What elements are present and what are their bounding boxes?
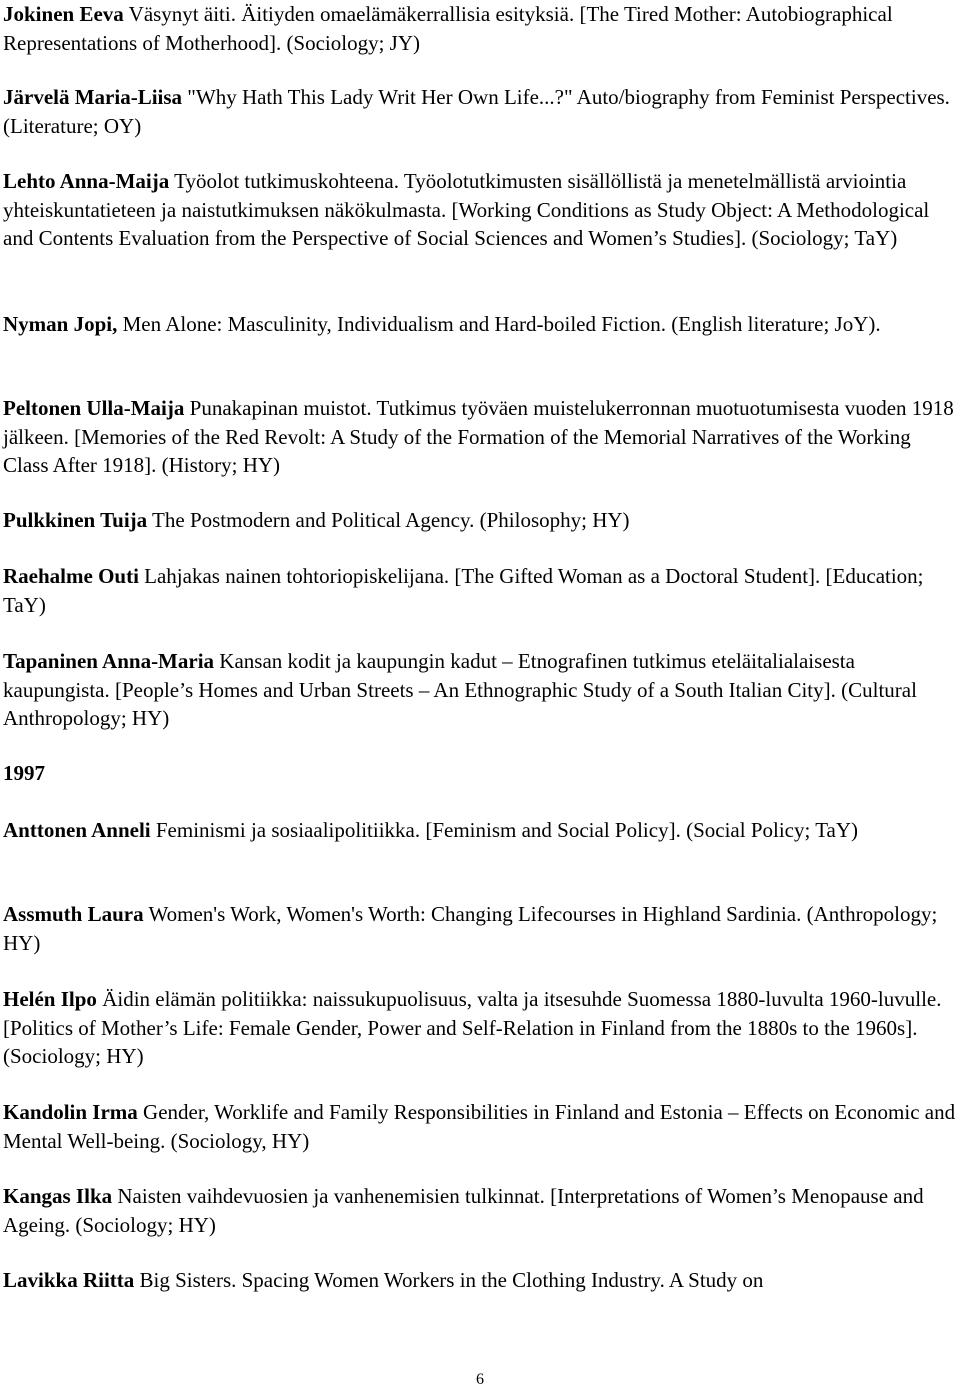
- bibliography-entry: [3, 562, 960, 619]
- entry-text: Työolot tutkimuskohteena. Työolotutkimusten sisällöllistä ja menetelmällistä arviointia yhteiskuntatieteen ja naistutkimuksen näkökulmasta. [Working Conditions as Study Object: A Methodological and Contents Evaluation from the Perspective of Social Sciences and Women’s Studies]. (Sociology; TaY): [3, 169, 930, 250]
- bibliography-entry: [3, 816, 960, 845]
- bibliography-entry: [3, 900, 960, 957]
- bibliography-entry: [3, 985, 960, 1071]
- entry-text: Gender, Worklife and Family Responsibilities in Finland and Estonia – Effects on Economic and Mental Well-being. (Sociology, HY): [3, 1100, 956, 1153]
- entry-text: Väsynyt äiti. Äitiyden omaelämäkerrallisia esityksiä. [The Tired Mother: Autobiographical Representations of Motherhood]. (Sociology; JY): [3, 2, 893, 55]
- entry-text: Lahjakas nainen tohtoriopiskelijana. [The Gifted Woman as a Doctoral Student]. [Education; TaY): [3, 564, 924, 617]
- entry-text: Äidin elämän politiikka: naissukupuolisuus, valta ja itsesuhde Suomessa 1880-luvulta 1960-luvulle. [Politics of Mother’s Life: Female Gender, Power and Self-Relation in Finland from the 1880s to the 1960s]. (Sociology; HY): [3, 987, 942, 1068]
- bibliography-entry: [3, 83, 960, 140]
- entry-author: Nyman Jopi,: [3, 312, 118, 336]
- bibliography-entry: [3, 1266, 960, 1295]
- year-heading: 1997: [3, 761, 45, 785]
- bibliography-entry: [3, 1182, 960, 1239]
- bibliography-entry: [3, 506, 960, 535]
- entry-text: Big Sisters. Spacing Women Workers in the Clothing Industry. A Study on: [134, 1268, 764, 1292]
- entry-author: Järvelä Maria-Liisa: [3, 85, 183, 109]
- entry-text: Kansan kodit ja kaupungin kadut – Etnografinen tutkimus eteläitalialaisesta kaupungista. [People’s Homes and Urban Streets – An Ethnographic Study of a South Italian City]. (Cultural Anthropology; HY): [3, 649, 917, 730]
- entry-author: Anttonen Anneli: [3, 818, 151, 842]
- entry-author: Jokinen Eeva: [3, 2, 124, 26]
- entry-author: Assmuth Laura: [3, 902, 144, 926]
- entry-author: Tapaninen Anna-Maria: [3, 649, 215, 673]
- entry-text: Naisten vaihdevuosien ja vanhenemisien tulkinnat. [Interpretations of Women’s Menopause and Ageing. (Sociology; HY): [3, 1184, 924, 1237]
- bibliography-entry: [3, 0, 960, 57]
- entry-author: Kangas Ilka: [3, 1184, 113, 1208]
- entry-author: Raehalme Outi: [3, 564, 139, 588]
- entry-author: Kandolin Irma: [3, 1100, 138, 1124]
- entry-text: Men Alone: Masculinity, Individualism and Hard-boiled Fiction. (English literature; JoY).: [117, 312, 881, 336]
- entry-text: The Postmodern and Political Agency. (Philosophy; HY): [147, 508, 630, 532]
- entry-author: Lavikka Riitta: [3, 1268, 135, 1292]
- entry-author: Helén Ilpo: [3, 987, 97, 1011]
- entry-author: Peltonen Ulla-Maija: [3, 396, 185, 420]
- bibliography-entry: [3, 167, 960, 253]
- bibliography-entry: [3, 1098, 960, 1155]
- page-number: 6: [476, 1371, 484, 1388]
- bibliography-entry: [3, 310, 960, 339]
- entry-author: Pulkkinen Tuija: [3, 508, 148, 532]
- entry-author: Lehto Anna-Maija: [3, 169, 170, 193]
- bibliography-entry: [3, 394, 960, 480]
- entry-text: Punakapinan muistot. Tutkimus työväen muistelukerronnan muotuotumisesta vuoden 1918 jälkeen. [Memories of the Red Revolt: A Study of the Formation of the Memorial Narratives of the Working Class After 1918]. (History; HY): [3, 396, 954, 477]
- entry-text: Feminismi ja sosiaalipolitiikka. [Feminism and Social Policy]. (Social Policy; TaY): [150, 818, 859, 842]
- entry-text: Women's Work, Women's Worth: Changing Lifecourses in Highland Sardinia. (Anthropology; HY): [3, 902, 938, 955]
- entry-text: "Why Hath This Lady Writ Her Own Life...?" Auto/biography from Feminist Perspectives. (Literature; OY): [3, 85, 950, 138]
- bibliography-entry: [3, 647, 960, 733]
